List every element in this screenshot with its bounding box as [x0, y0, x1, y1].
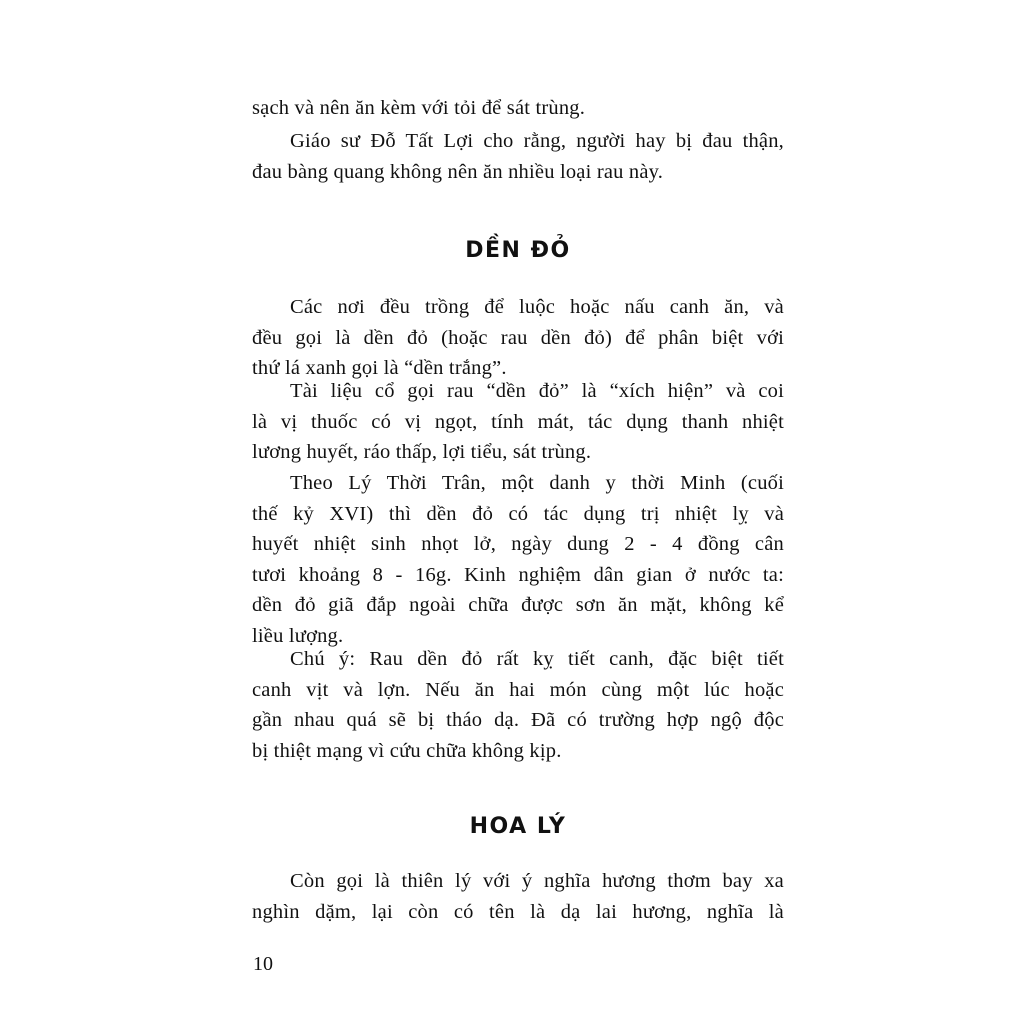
section1-paragraph-1 — [252, 292, 784, 384]
paragraph-line: là vị thuốc có vị ngọt, tính mát, tác dụng thanh nhiệt — [252, 410, 784, 433]
page-number: 10 — [253, 953, 273, 975]
paragraph-line: thứ lá xanh gọi là “dền trắng”. — [252, 357, 507, 380]
section1-paragraph-4 — [252, 644, 784, 766]
paragraph-line: Theo Lý Thời Trân, một danh y thời Minh (cuối — [290, 472, 784, 494]
intro-paragraph-2 — [252, 126, 784, 187]
section1-paragraph-2 — [252, 376, 784, 468]
section-heading-den-do: DỀN ĐỎ — [465, 238, 571, 263]
intro-paragraph — [252, 93, 784, 124]
paragraph-line: huyết nhiệt sinh nhọt lở, ngày dung 2 - 4 đồng cân — [252, 533, 784, 556]
paragraph-line: thế kỷ XVI) thì dền đỏ có tác dụng trị nhiệt lỵ và — [252, 502, 784, 525]
paragraph-line: đau bàng quang không nên ăn nhiều loại rau này. — [252, 160, 664, 183]
paragraph-line: liều lượng. — [252, 624, 344, 647]
section2-paragraph-1 — [252, 866, 784, 927]
paragraph-line: lương huyết, ráo thấp, lợi tiểu, sát trùng. — [252, 441, 592, 464]
paragraph-line: dền đỏ giã đắp ngoài chữa được sơn ăn mặt, không kể — [252, 594, 784, 617]
paragraph-line: bị thiệt mạng vì cứu chữa không kịp. — [252, 739, 562, 762]
paragraph-line: Chú ý: Rau dền đỏ rất kỵ tiết canh, đặc biệt tiết — [290, 648, 784, 670]
paragraph-line: đều gọi là dền đỏ (hoặc rau dền đỏ) để phân biệt với — [252, 326, 784, 349]
section-heading-hoa-ly: HOA LÝ — [469, 814, 567, 839]
paragraph-line: Các nơi đều trồng để luộc hoặc nấu canh ăn, và — [290, 296, 784, 318]
paragraph-line: gần nhau quá sẽ bị tháo dạ. Đã có trường hợp ngộ độc — [252, 709, 784, 732]
paragraph-line: nghìn dặm, lại còn có tên là dạ lai hương, nghĩa là — [252, 900, 784, 923]
paragraph-line: Giáo sư Đỗ Tất Lợi cho rằng, người hay bị đau thận, — [290, 130, 784, 152]
paragraph-line: sạch và nên ăn kèm với tỏi để sát trùng. — [252, 97, 586, 119]
paragraph-line: tươi khoảng 8 - 16g. Kinh nghiệm dân gian ở nước ta: — [252, 563, 784, 586]
section1-paragraph-3 — [252, 468, 784, 652]
paragraph-line: Còn gọi là thiên lý với ý nghĩa hương thơm bay xa — [290, 870, 784, 892]
paragraph-line: canh vịt và lợn. Nếu ăn hai món cùng một lúc hoặc — [252, 678, 784, 701]
paragraph-line: Tài liệu cổ gọi rau “dền đỏ” là “xích hiện” và coi — [290, 380, 784, 402]
